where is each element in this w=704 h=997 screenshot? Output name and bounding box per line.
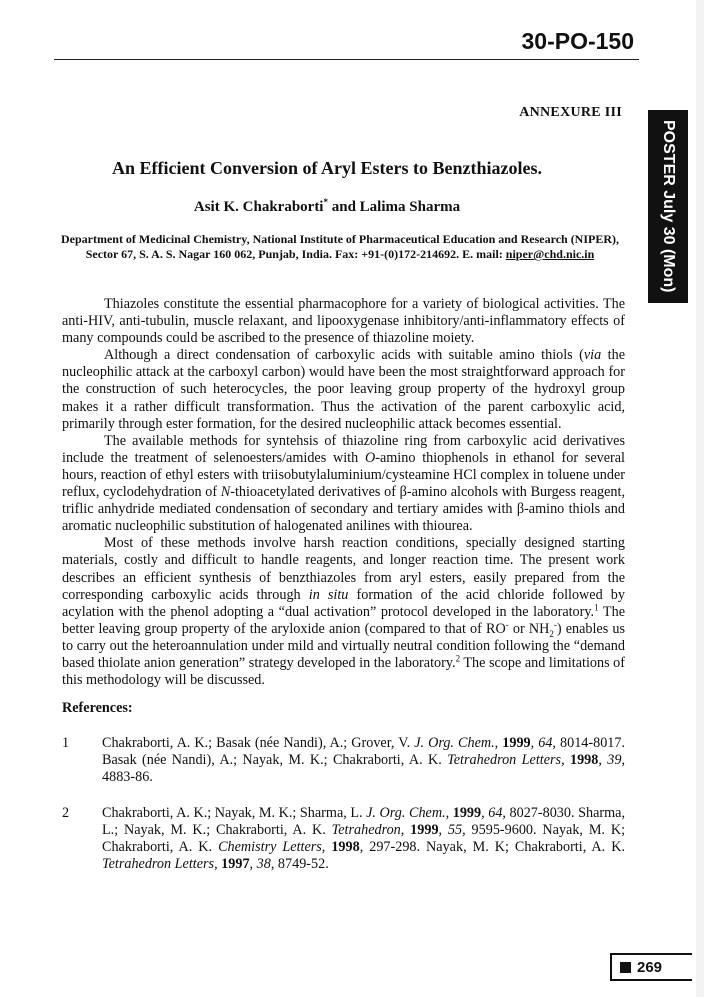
affiliation-address: Sector 67, S. A. S. Nagar 160 062, Punjab, India. Fax: +91-(0)172-214692. E. mail: [85, 247, 506, 261]
paper-title: An Efficient Conversion of Aryl Esters to Benzthiazoles. [112, 158, 542, 178]
author-2: Lalima Sharma [359, 199, 461, 215]
page-number: 269 [637, 958, 663, 976]
annexure-label: ANNEXURE III [519, 105, 622, 120]
square-marker-icon [620, 962, 631, 973]
abstract-body [62, 296, 625, 689]
page-number-box [610, 953, 692, 981]
reference-text: Chakraborti, A. K.; Basak (née Nandi), A.; Grover, V. J. Org. Chem., 1999, 64, 8014-8017. Basak (née Nandi), A.; Nayak, M. K.; Chakraborti, A. K. Tetrahedron Letters, 1998, 39, 4883-86. [102, 735, 626, 786]
reference-number: 1 [62, 735, 70, 751]
poster-code: 30-PO-150 [521, 28, 634, 54]
paragraph-2: Although a direct condensation of carboxylic acids with suitable amino thiols (via the nucleophilic attack at the carboxyl carbon) would have been the most straightforward approach for the construction of such heterocycles, the poor leaving group property of the hydroxyl group makes it a rather difficult transformation. Thus the activation of the parent carboxylic acid, primarily through ester formation, for the desired nucleophilic attack becomes essential. [62, 347, 625, 432]
affiliation-line-1: Department of Medicinal Chemistry, National Institute of Pharmaceutical Education and Research (NIPER), [60, 232, 620, 246]
affiliation-line-2 [40, 247, 640, 262]
email-link[interactable]: niper@chd.nic.in [505, 247, 595, 261]
reference-item [62, 735, 625, 786]
side-tab-label: POSTER July 30 (Mon) [660, 120, 677, 293]
author-connector: and [327, 199, 360, 215]
paper-authors [0, 197, 704, 216]
paragraph-3: The available methods for syntehsis of thiazoline ring from carboxylic acid derivatives include the treatment of selenoesters/amides with O-amino thiophenols in ethanol for several hours, reaction of ethyl esters with triisobutylaluminium/cysteamine HCl complex in toluene under reflux, cyclodehydration of N-thioacetylated derivatives of β-amino alcohols with Burgess reagent, triflic anhydride mediated condensation of secondary and tertiary amides with β-amino thiols and aromatic nucleophilic substitution of halogenated anilines with thiourea. [62, 432, 625, 535]
paragraph-1: Thiazoles constitute the essential pharmacophore for a variety of biological activities. The anti-HIV, anti-tubulin, muscle relaxant, and lipooxygenase inhibitory/anti-inflammatory effects of many compounds could be ascribed to the presence of thiazoline moiety. [62, 296, 625, 347]
citation-2: 2 [455, 653, 461, 664]
affiliation [40, 232, 640, 262]
reference-item [62, 805, 625, 873]
page-edge [696, 0, 704, 997]
references-heading: References: [62, 700, 133, 716]
paragraph-4: Most of these methods involve harsh reaction conditions, specially designed starting materials, costly and difficult to handle reagents, and longer reaction time. The present work describes an efficient synthesis of benzthiazoles from aryl esters, easily prepared from the corresponding carboxylic acids through in situ formation of the acid chloride followed by acylation with the phenol adopting a “dual activation” protocol developed in the laboratory.$^1$ The better leaving group property of the aryloxide anion (compared to that of RO- or $NH_2^-$) enables us to carry out the heteroannulation under mild and virtually neutral condition following the “demand based thiolate anion generation” strategy developed in the laboratory.$^2$ The scope and limitations of this methodology will be discussed. [62, 535, 626, 689]
reference-number: 2 [62, 805, 70, 821]
reference-text: Chakraborti, A. K.; Nayak, M. K.; Sharma, L. J. Org. Chem., 1999, 64, 8027-8030. Sharma, L.; Nayak, M. K.; Chakraborti, A. K. Tetrahedron, 1999, 55, 9595-9600. Nayak, M. K; Chakraborti, A. K. Chemistry Letters, 1998, 297-298. Nayak, M. K; Chakraborti, A. K. Tetrahedron Letters, 1997, 38, 8749-52. [102, 805, 626, 873]
header-divider [54, 59, 639, 60]
citation-1: 1 [594, 601, 599, 612]
author-1: Asit K. Chakraborti [193, 199, 324, 215]
corresponding-author-mark: * [323, 197, 328, 207]
